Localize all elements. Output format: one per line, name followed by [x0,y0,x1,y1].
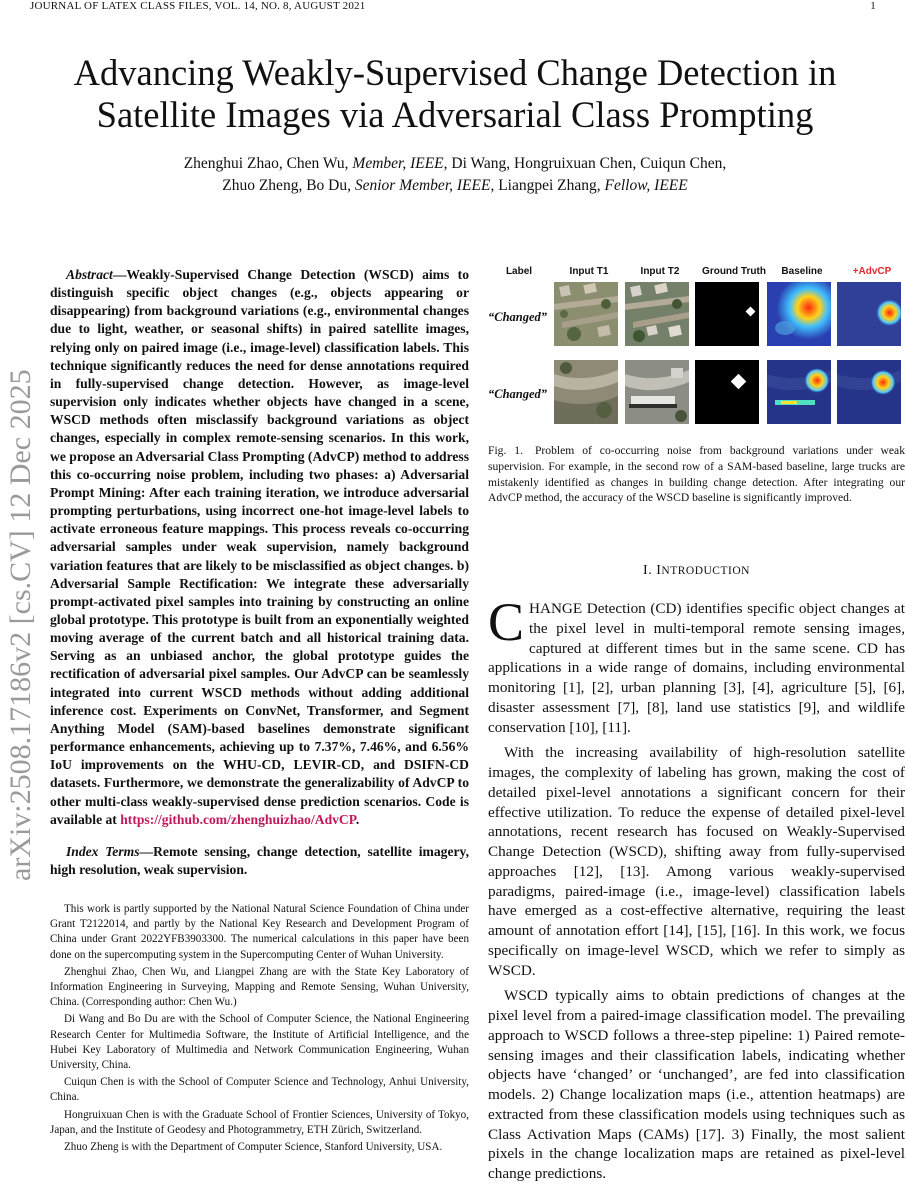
input-t2-image [625,282,689,346]
row-label-1: “Changed” [488,310,548,324]
figure-caption [488,443,905,506]
column-header-label: Label [505,266,533,277]
input-t1-image [554,282,618,346]
index-terms-text: —Remote sensing, change detection, satellite imagery, high resolution, weak supervision. [50,844,469,878]
column-header-advcp: +AdvCP [852,266,892,277]
advcp-heatmap [837,360,901,424]
column-header-ground-truth: Ground Truth [702,266,766,277]
page-number: 1 [870,0,876,12]
column-header-baseline: Baseline [781,266,823,277]
footnote-affiliation: Hongruixuan Chen is with the Graduate School of Frontier Sciences, University of Tokyo, Japan, and the Institute of Geodesy and Photogrammetry, ETH Zürich, Switzerland. [50,1108,469,1136]
abstract-text: Weakly-Supervised Change Detection (WSCD) aims to distinguish specific object changes (e.g., objects appearing or disappearing) from background variations (e.g., environmental changes due to light, weather, or seasonal shifts) in paired satellite images, relying only on paired image (i.e., image-level) classification labels. This technique significantly reduces the need for dense annotations required in fully-supervised change detection. However, as image-level supervision only indicates whether objects have changed in a scene, WSCD methods often misclassify background variations as object changes, especially in complex remote-sensing scenarios. In this work, we propose an Adversarial Class Prompting (AdvCP) method to address this co-occurring noise problem, including two phases: a) Adversarial Prompt Mining: After each training iteration, we introduce adversarial prompting perturbations, using incorrect one-hot image-level labels to activate erroneous feature mappings. This process reveals co-occurring adversarial samples under weak supervision, namely background variation features that are likely to be misclassified as object changes. b) Adversarial Sample Rectification: We integrate these adversarially prompt-activated pixel samples into training by constructing an online global prototype. This prototype is built from an exponentially weighted moving average of the current batch and all historical training data. Serving as an unbiased anchor, the global prototype guides the rectification of adversarial pixel samples. Our AdvCP can be seamlessly integrated into current WSCD methods without adding additional inference cost. Experiments on ConvNet, Transformer, and Segment Anything Model (SAM)-based baselines demonstrate significant performance enhancements, achieving up to 7.37%, 7.46%, and 6.56% IoU improvements on the WHU-CD, LEVIR-CD, and DSIFN-CD datasets. Furthermore, we demonstrate the generalizability of AdvCP to other multi-class weakly-supervised dense prediction scenarios. Code is available at [50,267,469,827]
abstract: Abstract—Weakly-Supervised Change Detection (WSCD) aims to distinguish specific object changes (e.g., objects appearing or disappearing) from background variations (e.g., environmental changes due to light, weather, or seasonal shifts) in paired satellite images, relying only on paired image (i.e., image-level) classification labels. This technique significantly reduces the need for dense annotations required in fully-supervised change detection. However, as image-level supervision only indicates whether objects have changed in a scene, WSCD methods often misclassify background variations as object changes, especially in complex remote-sensing scenarios. In this work, we propose an Adversarial Class Prompting (AdvCP) method to address this co-occurring noise problem, including two phases: a) Adversarial Prompt Mining: After each training iteration, we introduce adversarial prompting perturbations, using incorrect one-hot image-level labels to activate erroneous feature mappings. This process reveals co-occurring adversarial samples under weak supervision, namely background variation features that are likely to be misclassified as object changes. b) Adversarial Sample Rectification: We integrate these adversarially prompt-activated pixel samples into training by constructing an online global prototype. This prototype is built from an exponentially weighted moving average of the current batch and all historical training data. Serving as an unbiased anchor, the global prototype guides the rectification of adversarial pixel samples. Our AdvCP can be seamlessly integrated into current WSCD methods without adding additional inference cost. Experiments on ConvNet, Transformer, and Segment Anything Model (SAM)-based baselines demonstrate significant performance enhancements, achieving up to 7.37%, 7.46%, and 6.56% IoU improvements on the WHU-CD, LEVIR-CD, and DSIFN-CD datasets. Furthermore, we demonstrate the generalizability of AdvCP to other multi-class weakly-supervised dense prediction scenarios. Code is available at https://github.com/zhenghuizhao/AdvCP. [50,267,469,827]
advcp-heatmap [837,282,901,346]
row-label-2: “Changed” [488,387,548,401]
column-header-input-t2: Input T2 [640,266,680,277]
running-header [30,0,876,14]
baseline-heatmap [767,360,831,424]
footnote-affiliation: Cuiqun Chen is with the School of Computer Science and Technology, Anhui University, China. [50,1076,469,1104]
footnote-affiliation: Zhuo Zheng is with the Department of Computer Science, Stanford University, USA. [64,1141,443,1154]
footnotes [50,902,469,1157]
footnote-affiliation: Di Wang and Bo Du are with the School of Computer Science, the National Engineering Research Center for Multimedia Software, the Institute of Artificial Intelligence, and the Hubei Key Laboratory of Multimedia and Network Communication Engineering, Wuhan University, China. [50,1013,469,1072]
input-t1-image [554,360,618,424]
code-link[interactable]: https://github.com/zhenghuizhao/AdvCP [120,811,356,827]
author-list [40,153,870,197]
footnote-affiliation: Zhenghui Zhao, Chen Wu, and Liangpei Zhang are with the State Key Laboratory of Information Engineering in Surveying, Mapping and Remote Sensing, Wuhan University, China. (Corresponding author: Chen Wu.) [50,965,469,1009]
paragraph: With the increasing availability of high-resolution satellite images, the complexity of labeling has grown, making the cost of detailed pixel-level annotations a significant concern for their effective utilization. To reduce the expense of detailed pixel-level annotations, recent research has focused on Weakly-Supervised Change Detection (WSCD), shifting away from fully-supervised approaches [12], [13]. Among various weakly-supervised paradigms, paired-image (i.e., image-level) classification labels have emerged as a cost-effective alternative, requiring the least amount of annotation effort [14], [15], [16]. In this work, we focus specifically on image-level WSCD, which we refer to simply as WSCD. [488,744,905,979]
input-t2-image [625,360,689,424]
arxiv-identifier[interactable]: arXiv:2508.17186v2 [cs.CV] 12 Dec 2025 [4,369,37,881]
paragraph: WSCD typically aims to obtain predictions of changes at the pixel level from a paired-image classification model. The prevailing approach to WSCD follows a three-step pipeline: 1) Paired remote-sensing images and their classification labels, indicating whether objects have ‘changed’ or ‘unchanged’, are fed into classification models. 2) Change localization maps (i.e., attention heatmaps) are extracted from these classification models using techniques such as Class Activation Maps (CAMs) [17]. 3) Finally, the most salient pixels in the change localization maps are retained as pixel-level change predictions. [488,987,905,1182]
paragraph: CHANGE Detection (CD) identifies specific object changes at the pixel level in multi-temporal remote sensing images, captured at different times but in the same scene. CD has applications in a wide range of domains, including environmental monitoring [1], [2], urban planning [3], [4], agriculture [5], [6], disaster assessment [7], [8], land use statistics [9], and wildlife conservation [10], [11]. [488,592,906,736]
journal-name: JOURNAL OF LATEX CLASS FILES, VOL. 14, NO. 8, AUGUST 2021 [30,0,366,12]
section-heading: I. INTRODUCTION [643,563,750,578]
figure-label: Fig. 1. [488,444,524,457]
index-terms-lead: Index Terms [66,844,140,859]
index-terms [50,843,469,879]
ground-truth-mask [695,360,759,424]
author-line-1: Zhenghui Zhao, Chen Wu, Member, IEEE, Di Wang, Hongruixuan Chen, Cuiqun Chen, [183,155,727,172]
baseline-heatmap [767,282,831,346]
abstract-lead: Abstract [66,267,113,282]
author-line-2: Zhuo Zheng, Bo Du, Senior Member, IEEE, Liangpei Zhang, Fellow, IEEE [222,177,688,194]
introduction-body [488,592,906,1190]
ground-truth-mask [695,282,759,346]
paper-title: Advancing Weakly-Supervised Change Detection in Satellite Images via Adversarial Class Prompting [73,52,837,135]
caption-text: Problem of co-occurring noise from background variations under weak supervision. For example, in the second row of a SAM-based baseline, large trucks are mistakenly identified as changes in building change detection. After integrating our AdvCP method, the accuracy of the WSCD baseline is significantly improved. [488,444,905,505]
footnote-funding: This work is partly supported by the National Natural Science Foundation of China under Grant T2122014, and partly by the National Key Research and Development Program of China under Grant 2022YFB3903300. The numerical calculations in this paper have been done on the supercomputing system in the Supercomputing Center of Wuhan University. [50,903,469,961]
drop-cap: C [488,592,525,652]
figure-1 [488,262,905,430]
column-header-input-t1: Input T1 [569,266,609,277]
